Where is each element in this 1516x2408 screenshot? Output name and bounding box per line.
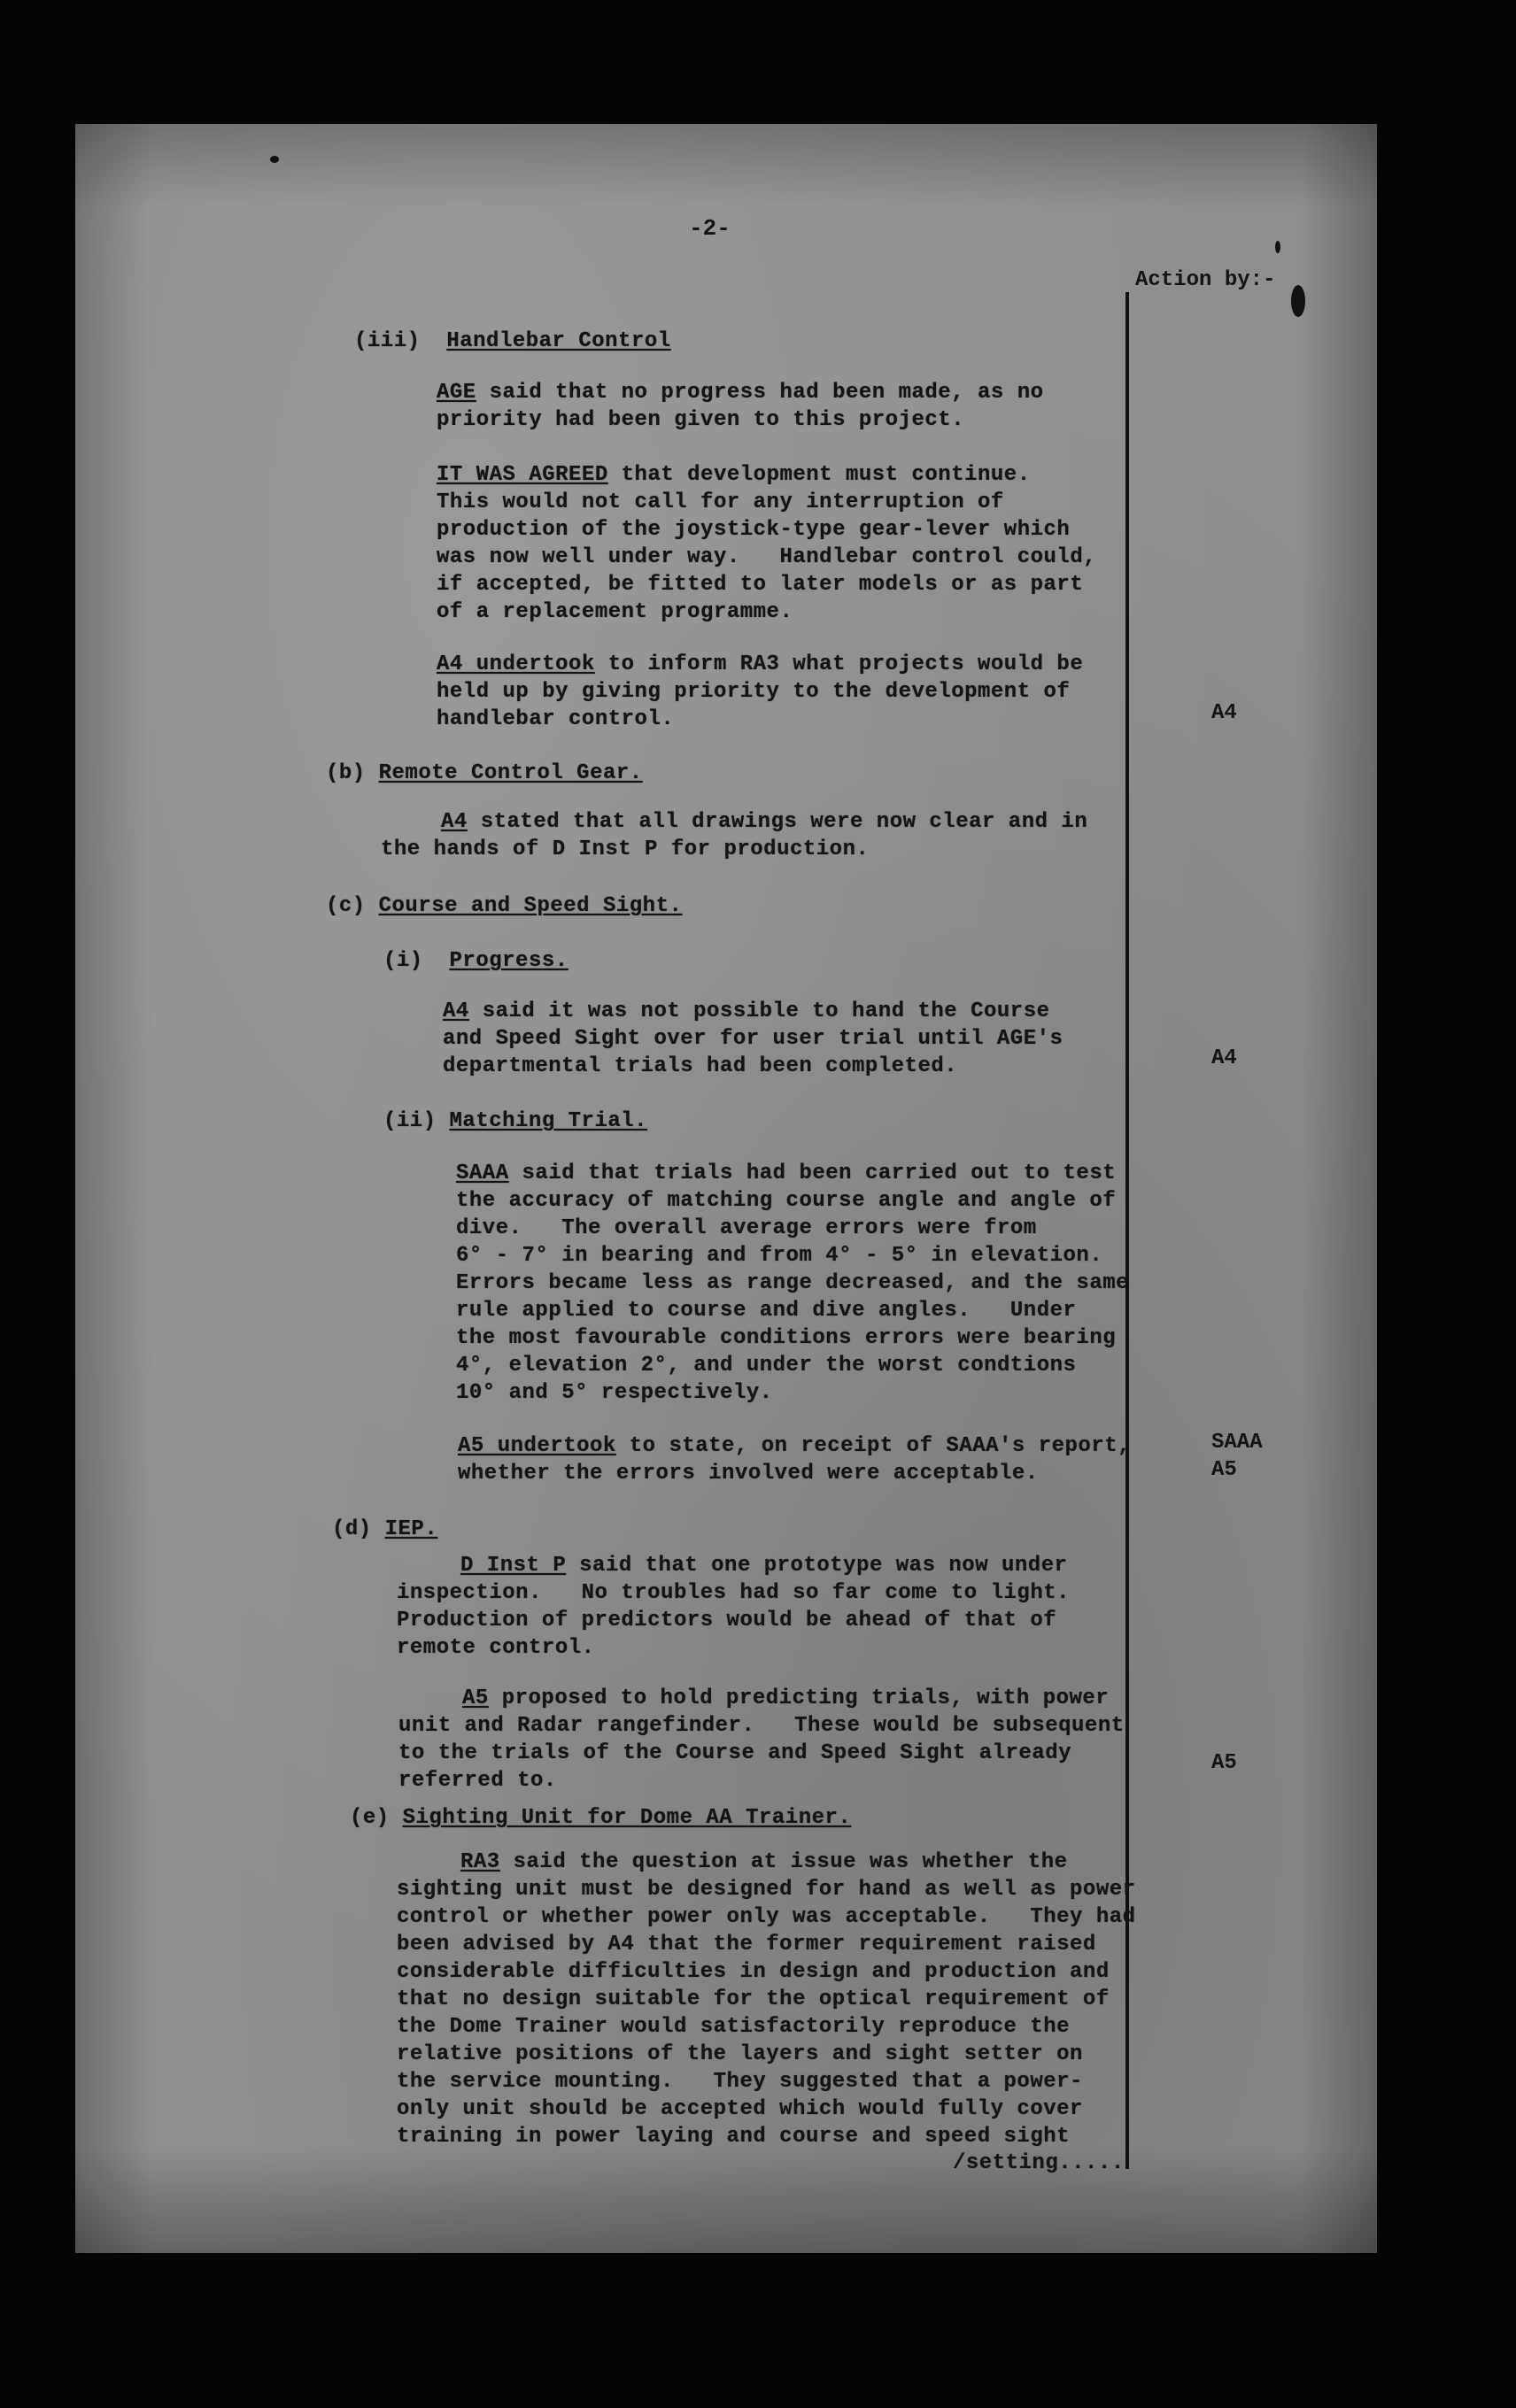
- section-d-para1: D Inst P said that one prototype was now under: [460, 1554, 1068, 1578]
- section-b-para1: A4 stated that all drawings were now clear and in: [441, 810, 1088, 834]
- section-iii-para2-line: if accepted, be fitted to later models or as part: [437, 573, 1084, 597]
- section-d-para1-line: inspection. No troubles had so far come to light.: [397, 1581, 1071, 1605]
- section-c-i-para-line: departmental trials had been completed.: [443, 1054, 958, 1078]
- section-iii-para1: AGE said that no progress had been made, as no: [437, 381, 1044, 405]
- section-c-ii-para-line: Errors became less as range decreased, and the same: [456, 1271, 1130, 1295]
- section-e-para1-line: training in power laying and course and speed sight: [397, 2125, 1071, 2149]
- section-d-para2: A5 proposed to hold predicting trials, with power: [462, 1686, 1110, 1710]
- section-e-para1-line: the Dome Trainer would satisfactorily reproduce the: [397, 2015, 1071, 2039]
- section-c-i-heading: (i) Progress.: [383, 949, 568, 973]
- section-c-ii-para-line: rule applied to course and dive angles. Under: [456, 1299, 1077, 1323]
- section-c-i-para-line: and Speed Sight over for user trial until AGE's: [443, 1027, 1064, 1051]
- section-e-heading: (e) Sighting Unit for Dome AA Trainer.: [350, 1806, 852, 1830]
- section-e-para1-line: that no design suitable for the optical requirement of: [397, 1987, 1110, 2011]
- action-saaa: SAAA: [1211, 1431, 1263, 1455]
- section-c-ii-para2-line: whether the errors involved were acceptable.: [458, 1462, 1039, 1486]
- section-iii-para3-line: held up by giving priority to the development of: [437, 680, 1071, 704]
- section-e-para1-line: been advised by A4 that the former requirement raised: [397, 1933, 1096, 1956]
- section-b-heading: (b) Remote Control Gear.: [326, 761, 643, 785]
- section-e-para1-line: sighting unit must be designed for hand as well as power: [397, 1878, 1136, 1902]
- section-iii-para2-line: production of the joystick-type gear-lever which: [437, 518, 1071, 542]
- section-iii-para1-line: priority had been given to this project.: [437, 408, 965, 432]
- section-c-ii-heading: (ii) Matching Trial.: [383, 1109, 648, 1133]
- section-d-heading: (d) IEP.: [332, 1517, 438, 1541]
- section-e-para1-line: control or whether power only was acceptable. They had: [397, 1905, 1136, 1929]
- action-a4: A4: [1211, 701, 1237, 725]
- section-c-i-para: A4 said it was not possible to hand the Course: [443, 999, 1050, 1023]
- section-c-ii-para2: A5 undertook to state, on receipt of SAAA's report,: [458, 1434, 1132, 1458]
- section-iii-para2: IT WAS AGREED that development must continue.: [437, 463, 1031, 487]
- section-iii-para3-line: handlebar control.: [437, 707, 675, 731]
- section-iii-para2-line: was now well under way. Handlebar control could,: [437, 545, 1097, 569]
- section-iii-para2-line: of a replacement programme.: [437, 600, 793, 624]
- section-c-ii-para: SAAA said that trials had been carried out to test: [456, 1162, 1117, 1185]
- section-iii-para2-line: This would not call for any interruption of: [437, 490, 1004, 514]
- ink-blot: [1291, 285, 1305, 317]
- section-e-para1: RA3 said the question at issue was whether the: [460, 1850, 1068, 1874]
- section-iii-para3: A4 undertook to inform RA3 what projects would be: [437, 652, 1084, 676]
- section-c-heading: (c) Course and Speed Sight.: [326, 894, 683, 918]
- section-e-para1-line: relative positions of the layers and sight setter on: [397, 2042, 1083, 2066]
- page-number: -2-: [689, 215, 731, 242]
- section-e-para1-line: considerable difficulties in design and production and: [397, 1960, 1110, 1984]
- section-d-para1-line: remote control.: [397, 1636, 595, 1660]
- section-e-para1-line: only unit should be accepted which would fully cover: [397, 2097, 1083, 2121]
- action-column-heading: Action by:-: [1135, 268, 1276, 292]
- section-d-para2-line: referred to.: [398, 1769, 557, 1793]
- section-c-ii-para-line: 10° and 5° respectively.: [456, 1381, 773, 1405]
- catchword: /setting.....: [953, 2151, 1125, 2175]
- section-d-para2-line: unit and Radar rangefinder. These would be subsequent: [398, 1714, 1125, 1738]
- section-d-para2-line: to the trials of the Course and Speed Sight already: [398, 1741, 1072, 1765]
- ink-blot: [1275, 241, 1280, 253]
- action-a5: A5: [1211, 1751, 1237, 1775]
- section-c-ii-para-line: 4°, elevation 2°, and under the worst condtions: [456, 1354, 1077, 1378]
- section-b-para1-line: the hands of D Inst P for production.: [381, 837, 870, 861]
- section-iii-heading: (iii) Handlebar Control: [354, 329, 671, 353]
- action-a4: A4: [1211, 1046, 1237, 1070]
- section-c-ii-para-line: the accuracy of matching course angle and angle of: [456, 1189, 1117, 1213]
- action-a5: A5: [1211, 1458, 1237, 1482]
- section-c-ii-para-line: dive. The overall average errors were from: [456, 1216, 1037, 1240]
- section-c-ii-para-line: 6° - 7° in bearing and from 4° - 5° in elevation.: [456, 1244, 1103, 1268]
- section-d-para1-line: Production of predictors would be ahead of that of: [397, 1609, 1057, 1632]
- ink-blot: [270, 156, 279, 163]
- section-e-para1-line: the service mounting. They suggested that a power-: [397, 2070, 1083, 2094]
- section-c-ii-para-line: the most favourable conditions errors were bearing: [456, 1326, 1117, 1350]
